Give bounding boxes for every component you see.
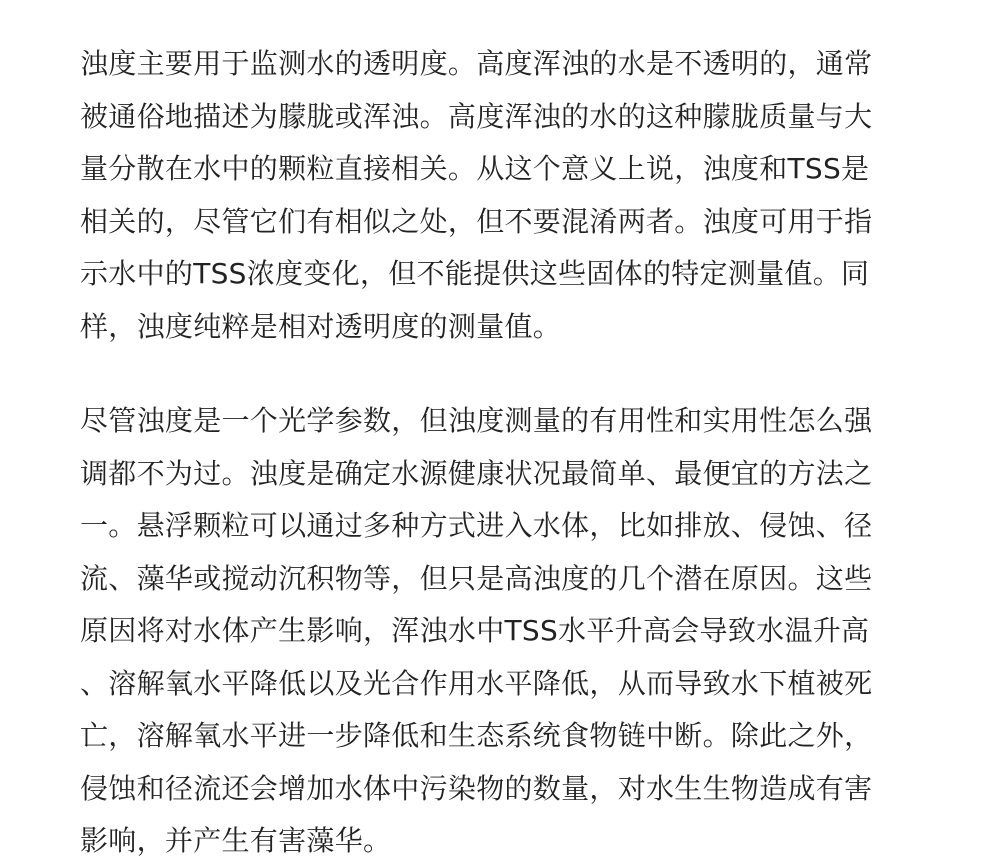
text-line: 亡，溶解氧水平进一步降低和生态系统食物链中断。除此之外，: [80, 719, 873, 752]
text-line: 相关的，尽管它们有相似之处，但不要混淆两者。浊度可用于指: [80, 204, 873, 238]
text-line: 原因将对水体产生影响，浑浊水中TSS水平升高会导致水温升高: [80, 614, 870, 647]
text-line: 示水中的TSS浓度变化，但不能提供这些固体的特定测量值。同: [80, 257, 870, 290]
text-line: 量分散在水中的颗粒直接相关。从这个意义上说，浊度和TSS是: [80, 152, 870, 185]
text-line: 流、藻华或搅动沉积物等，但只是高浊度的几个潜在原因。这些: [80, 561, 873, 595]
text-line: 尽管浊度是一个光学参数，但浊度测量的有用性和实用性怎么强: [80, 404, 873, 437]
text-line: 影响，并产生有害藻华。: [80, 824, 392, 857]
text-line: 侵蚀和径流还会增加水体中污染物的数量，对水生生物造成有害: [80, 771, 873, 805]
text-line: 样，浊度纯粹是相对透明度的测量值。: [80, 309, 562, 343]
text-line: 被通俗地描述为朦胧或浑浊。高度浑浊的水的这种朦胧质量与大: [80, 99, 873, 133]
paragraph-2: [80, 395, 930, 868]
text-line: 一。悬浮颗粒可以通过多种方式进入水体，比如排放、侵蚀、径: [80, 509, 873, 542]
text-line: 、溶解氧水平降低以及光合作用水平降低，从而导致水下植被死: [80, 666, 873, 700]
article-body: [80, 38, 930, 868]
text-line: 调都不为过。浊度是确定水源健康状况最简单、最便宜的方法之: [80, 456, 873, 490]
paragraph-1: [80, 38, 930, 353]
text-line: 浊度主要用于监测水的透明度。高度浑浊的水是不透明的，通常: [80, 47, 873, 80]
paragraph-spacer: [80, 353, 930, 395]
